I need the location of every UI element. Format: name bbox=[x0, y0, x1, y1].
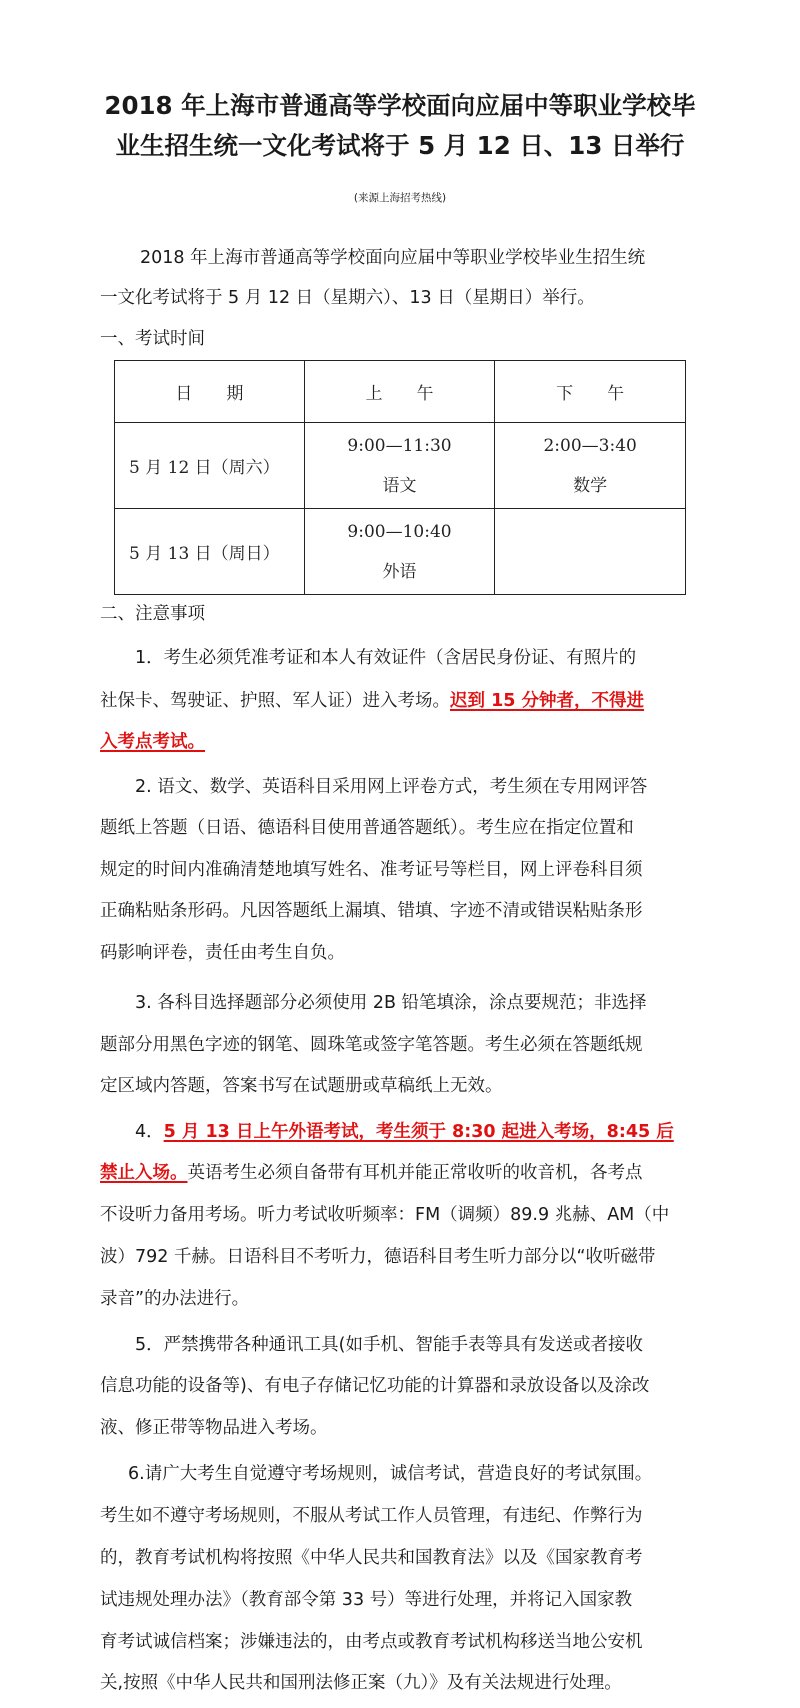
note-4-line-3: 不设听力备用考场。听力考试收听频率：FM（调频）89.9 兆赫、AM（中 bbox=[100, 1205, 670, 1225]
note-4-line-5: 录音”的办法进行。 bbox=[100, 1289, 250, 1309]
note-1-line-3 bbox=[100, 729, 705, 755]
note-6-line-6: 关,按照《中华人民共和国刑法修正案（九）》及有关法规进行处理。 bbox=[100, 1673, 622, 1693]
exam-schedule-table bbox=[114, 360, 686, 595]
note-1-text: 社保卡、驾驶证、护照、军人证）进入考场。 bbox=[100, 691, 450, 711]
note-2-line-5: 码影响评卷，责任由考生自负。 bbox=[100, 943, 345, 963]
note-5-line-1: 5．严禁携带各种通讯工具(如手机、智能手表等具有发送或者接收 bbox=[135, 1335, 643, 1355]
row2-morning-subject: 外语 bbox=[382, 561, 417, 582]
intro-line-1: 2018 年上海市普通高等学校面向应届中等职业学校毕业生招生统 bbox=[140, 248, 646, 268]
row1-afternoon-subject: 数学 bbox=[573, 475, 608, 496]
note-4-line-4: 波）792 千赫。日语科目不考听力，德语科目考生听力部分以“收听磁带 bbox=[100, 1247, 656, 1267]
note-6-line-2: 考生如不遵守考场规则，不服从考试工作人员管理，有违纪、作弊行为 bbox=[100, 1506, 643, 1526]
note-4-entry-rule: 5 月 13 日上午外语考试，考生须于 8:30 起进入考场，8:45 后 bbox=[163, 1122, 674, 1142]
note-3-line-1: 3. 各科目选择题部分必须使用 2B 铅笔填涂，涂点要规范；非选择 bbox=[135, 993, 647, 1013]
note-5-line-3: 液、修正带等物品进入考场。 bbox=[100, 1418, 328, 1438]
note-4-line-1 bbox=[135, 1119, 700, 1145]
row2-date: 5 月 13 日（周日） bbox=[115, 509, 305, 595]
section-heading-notes: 二、注意事项 bbox=[100, 604, 205, 624]
note-5-line-2: 信息功能的设备等)、有电子存储记忆功能的计算器和录放设备以及涂改 bbox=[100, 1376, 650, 1396]
note-4-entry-rule-cont: 禁止入场。 bbox=[100, 1163, 188, 1183]
document-title-line-1: 2018 年上海市普通高等学校面向应届中等职业学校毕 bbox=[104, 91, 696, 120]
note-6-line-4: 试违规处理办法》（教育部令第 33 号）等进行处理，并将记入国家教 bbox=[100, 1590, 633, 1610]
header-morning: 上 午 bbox=[304, 361, 495, 423]
note-1-line-2 bbox=[100, 688, 705, 714]
note-2-line-3: 规定的时间内准确清楚地填写姓名、准考证号等栏目，网上评卷科目须 bbox=[100, 860, 643, 880]
note-4-text: 英语考生必须自备带有耳机并能正常收听的收音机，各考点 bbox=[187, 1163, 643, 1183]
row1-afternoon-time: 2:00—3:40 bbox=[543, 435, 637, 456]
note-1-line-1: 1．考生必须凭准考证和本人有效证件（含居民身份证、有照片的 bbox=[135, 648, 637, 668]
table-row bbox=[115, 423, 686, 509]
note-1-late-warning-cont: 入考点考试。 bbox=[100, 732, 205, 752]
note-6-line-3: 的，教育考试机构将按照《中华人民共和国教育法》以及《国家教育考 bbox=[100, 1548, 643, 1568]
note-4-line-2 bbox=[100, 1160, 705, 1186]
note-6-line-5: 育考试诚信档案；涉嫌违法的，由考点或教育考试机构移送当地公安机 bbox=[100, 1632, 643, 1652]
section-heading-exam-time: 一、考试时间 bbox=[100, 329, 205, 349]
row1-date: 5 月 12 日（周六） bbox=[115, 423, 305, 509]
table-header-row bbox=[115, 361, 686, 423]
row1-afternoon bbox=[495, 423, 686, 509]
note-2-line-1: 2. 语文、数学、英语科目采用网上评卷方式，考生须在专用网评答 bbox=[135, 777, 648, 797]
note-2-line-4: 正确粘贴条形码。凡因答题纸上漏填、错填、字迹不清或错误粘贴条形 bbox=[100, 901, 643, 921]
table-row bbox=[115, 509, 686, 595]
document-title-line-2: 业生招生统一文化考试将于 5 月 12 日、13 日举行 bbox=[115, 131, 685, 160]
row2-morning bbox=[304, 509, 495, 595]
header-afternoon: 下 午 bbox=[495, 361, 686, 423]
header-date: 日 期 bbox=[115, 361, 305, 423]
note-3-line-3: 定区域内答题，答案书写在试题册或草稿纸上无效。 bbox=[100, 1076, 503, 1096]
intro-line-2: 一文化考试将于 5 月 12 日（星期六）、13 日（星期日）举行。 bbox=[100, 288, 595, 308]
note-6-line-1: 6.请广大考生自觉遵守考场规则，诚信考试，营造良好的考试氛围。 bbox=[128, 1464, 653, 1484]
source-note: (来源上海招考热线) bbox=[353, 192, 447, 204]
row2-morning-time: 9:00—10:40 bbox=[347, 521, 452, 542]
note-1-late-warning: 迟到 15 分钟者，不得进 bbox=[450, 691, 645, 711]
row1-morning bbox=[304, 423, 495, 509]
row1-morning-subject: 语文 bbox=[382, 475, 417, 496]
row2-afternoon bbox=[495, 509, 686, 595]
note-3-line-2: 题部分用黑色字迹的钢笔、圆珠笔或签字笔答题。考生必须在答题纸规 bbox=[100, 1035, 643, 1055]
note-4-number: 4． bbox=[135, 1122, 164, 1142]
note-2-line-2: 题纸上答题（日语、德语科目使用普通答题纸）。考生应在指定位置和 bbox=[100, 818, 634, 838]
row1-morning-time: 9:00—11:30 bbox=[347, 435, 452, 456]
